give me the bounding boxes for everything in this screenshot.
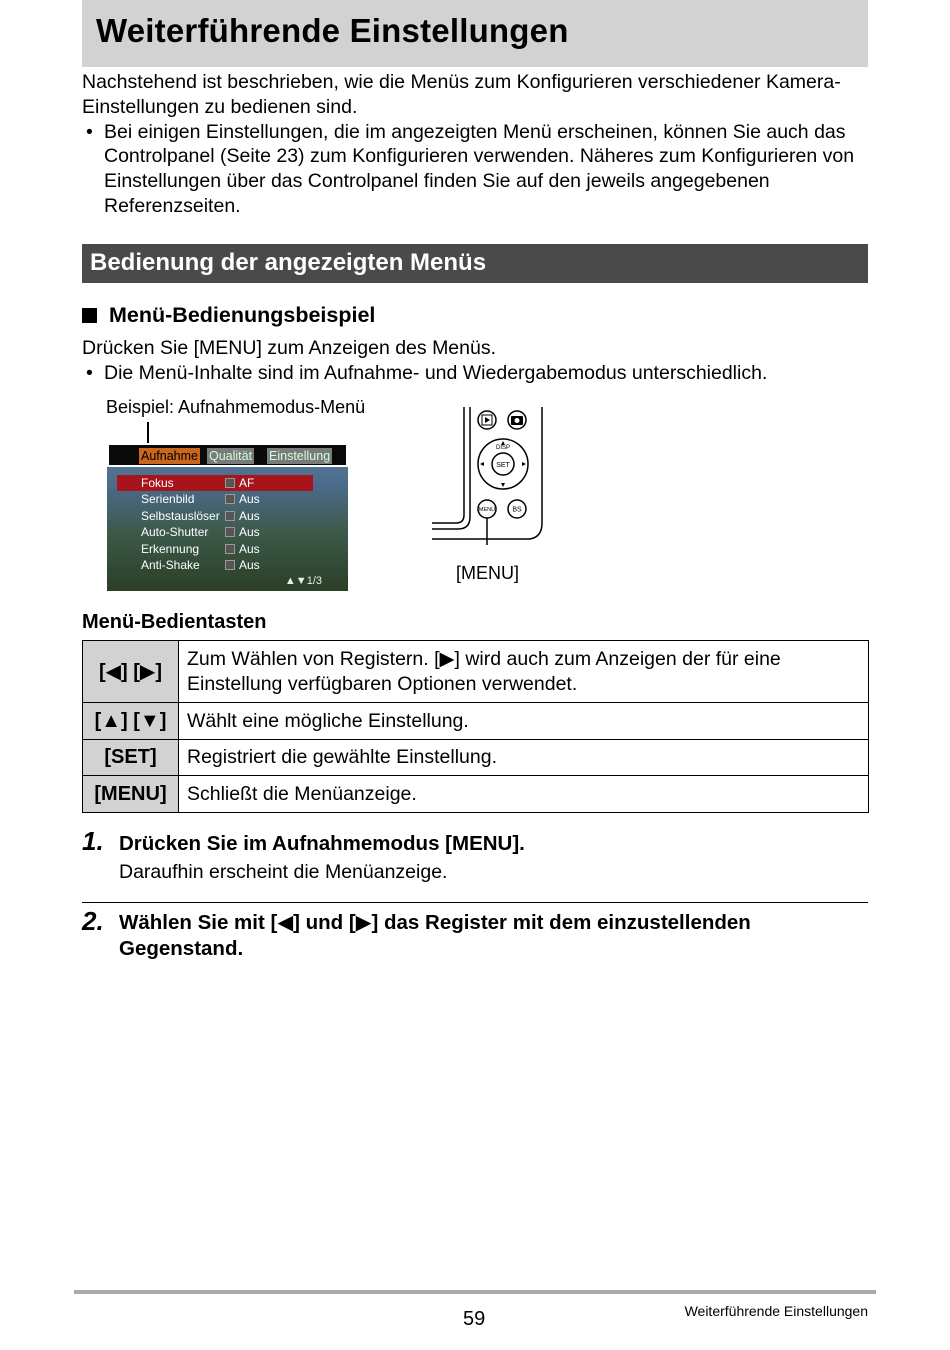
press-menu-text: Drücken Sie [MENU] zum Anzeigen des Menüs. bbox=[82, 337, 497, 359]
description-cell: Zum Wählen von Registern. [▶] wird auch zum Anzeigen der für eine Einstellung verfügbaren Optionen verwendet. bbox=[179, 641, 869, 703]
camera-mode-button-icon bbox=[508, 411, 526, 429]
step-instruction: Drücken Sie im Aufnahmemodus [MENU]. bbox=[119, 832, 525, 855]
title-bar bbox=[82, 0, 868, 67]
label-pointer-line bbox=[147, 422, 149, 444]
key-cell: [MENU] bbox=[83, 776, 179, 813]
step-instruction: Wählen Sie mit [◀] und [▶] das Register mit dem einzustellenden Gegenstand. bbox=[119, 911, 751, 960]
playback-button-icon bbox=[478, 411, 496, 429]
screen-row-value: AF bbox=[239, 476, 255, 490]
camera-controls-illustration bbox=[430, 405, 550, 545]
key-cell: [SET] bbox=[83, 740, 179, 776]
screen-menu-list bbox=[117, 475, 313, 573]
divider bbox=[82, 902, 868, 903]
disp-label: DISP bbox=[495, 445, 511, 451]
table-row bbox=[83, 641, 869, 703]
page-number: 59 bbox=[463, 1308, 486, 1330]
intro-paragraph: Nachstehend ist beschrieben, wie die Menüs zum Konfigurieren verschiedener Kamera-Einstellungen zu bedienen sind. bbox=[82, 71, 841, 118]
intro-bullet: • Bei einigen Einstellungen, die im angezeigten Menü erscheinen, können Sie auch das Controlpanel (Seite 23) zum Konfigurieren verwenden. Näheres zum Konfigurieren von Einstellungen über das Controlpanel finden Sie auf den jeweils angegebenen Referenzseiten. bbox=[82, 120, 872, 219]
screen-row-value: Aus bbox=[239, 557, 260, 572]
menu-screen-illustration bbox=[107, 443, 348, 591]
right-arrow-icon bbox=[225, 544, 235, 554]
menu-button-label: MENU bbox=[478, 507, 496, 513]
footer-rule bbox=[74, 1290, 876, 1294]
screen-row bbox=[117, 557, 313, 573]
screen-row-name: Erkennung bbox=[141, 541, 200, 556]
example-bullet: • Die Menü-Inhalte sind im Aufnahme- und Wiedergabemodus unterschiedlich. bbox=[82, 361, 872, 386]
screen-row-value: Aus bbox=[239, 541, 260, 556]
example-text bbox=[82, 336, 872, 386]
screen-row bbox=[117, 508, 313, 524]
set-label: SET bbox=[496, 462, 510, 469]
keys-heading: Menü-Bedientasten bbox=[82, 611, 267, 633]
step-number: 2. bbox=[82, 906, 104, 936]
screen-tab-bar bbox=[107, 443, 348, 467]
screen-row-name: Serienbild bbox=[141, 492, 195, 507]
square-bullet-icon bbox=[82, 308, 97, 323]
table-row bbox=[83, 740, 869, 776]
screen-row-name: Anti-Shake bbox=[141, 557, 200, 572]
screen-tab-aufnahme: Aufnahme bbox=[141, 449, 198, 463]
menu-button-icon bbox=[478, 500, 496, 518]
screen-row-name: Selbstauslöser bbox=[141, 508, 220, 523]
screen-row bbox=[117, 475, 313, 491]
screen-row bbox=[117, 524, 313, 540]
step-result: Daraufhin erscheint die Menüanzeige. bbox=[119, 861, 448, 883]
menu-keys-table bbox=[82, 640, 869, 813]
right-arrow-icon bbox=[225, 494, 235, 504]
page-title: Weiterführende Einstellungen bbox=[96, 12, 569, 49]
screen-row-value: Aus bbox=[239, 508, 260, 523]
example-heading-text: Menü-Bedienungsbeispiel bbox=[109, 303, 376, 327]
key-cell: [◀] [▶] bbox=[83, 641, 179, 703]
right-arrow-icon bbox=[225, 511, 235, 521]
description-cell: Registriert die gewählte Einstellung. bbox=[179, 740, 869, 776]
screen-row bbox=[117, 541, 313, 557]
bs-button-icon bbox=[508, 500, 526, 518]
menu-caption: [MENU] bbox=[456, 563, 519, 583]
section-bar bbox=[82, 244, 868, 283]
intro-text bbox=[82, 70, 872, 219]
table-row bbox=[83, 703, 869, 740]
screen-page-indicator: ▲▼1/3 bbox=[284, 575, 322, 587]
screen-row-name: Auto-Shutter bbox=[141, 525, 209, 540]
example-heading bbox=[82, 303, 375, 328]
key-cell: [▲] [▼] bbox=[83, 703, 179, 740]
screen-row-name: Fokus bbox=[141, 476, 174, 490]
screen-tab-qualitaet: Qualität bbox=[209, 449, 253, 463]
description-cell: Schließt die Menüanzeige. bbox=[179, 776, 869, 813]
section-title: Bedienung der angezeigten Menüs bbox=[90, 249, 487, 276]
step-number: 1. bbox=[82, 826, 104, 856]
screen-tab-einstellung: Einstellung bbox=[269, 449, 331, 463]
description-cell: Wählt eine mögliche Einstellung. bbox=[179, 703, 869, 740]
control-dial-icon bbox=[478, 439, 528, 489]
right-arrow-icon bbox=[225, 478, 235, 488]
table-row bbox=[83, 776, 869, 813]
screen-row bbox=[117, 491, 313, 507]
screen-row-value: Aus bbox=[239, 492, 260, 507]
screen-row-value: Aus bbox=[239, 525, 260, 540]
bs-button-label: BS bbox=[512, 506, 522, 514]
footer-title: Weiterführende Einstellungen bbox=[684, 1303, 868, 1319]
right-arrow-icon bbox=[225, 527, 235, 537]
example-label: Beispiel: Aufnahmemodus-Menü bbox=[106, 397, 366, 417]
right-arrow-icon bbox=[225, 560, 235, 570]
